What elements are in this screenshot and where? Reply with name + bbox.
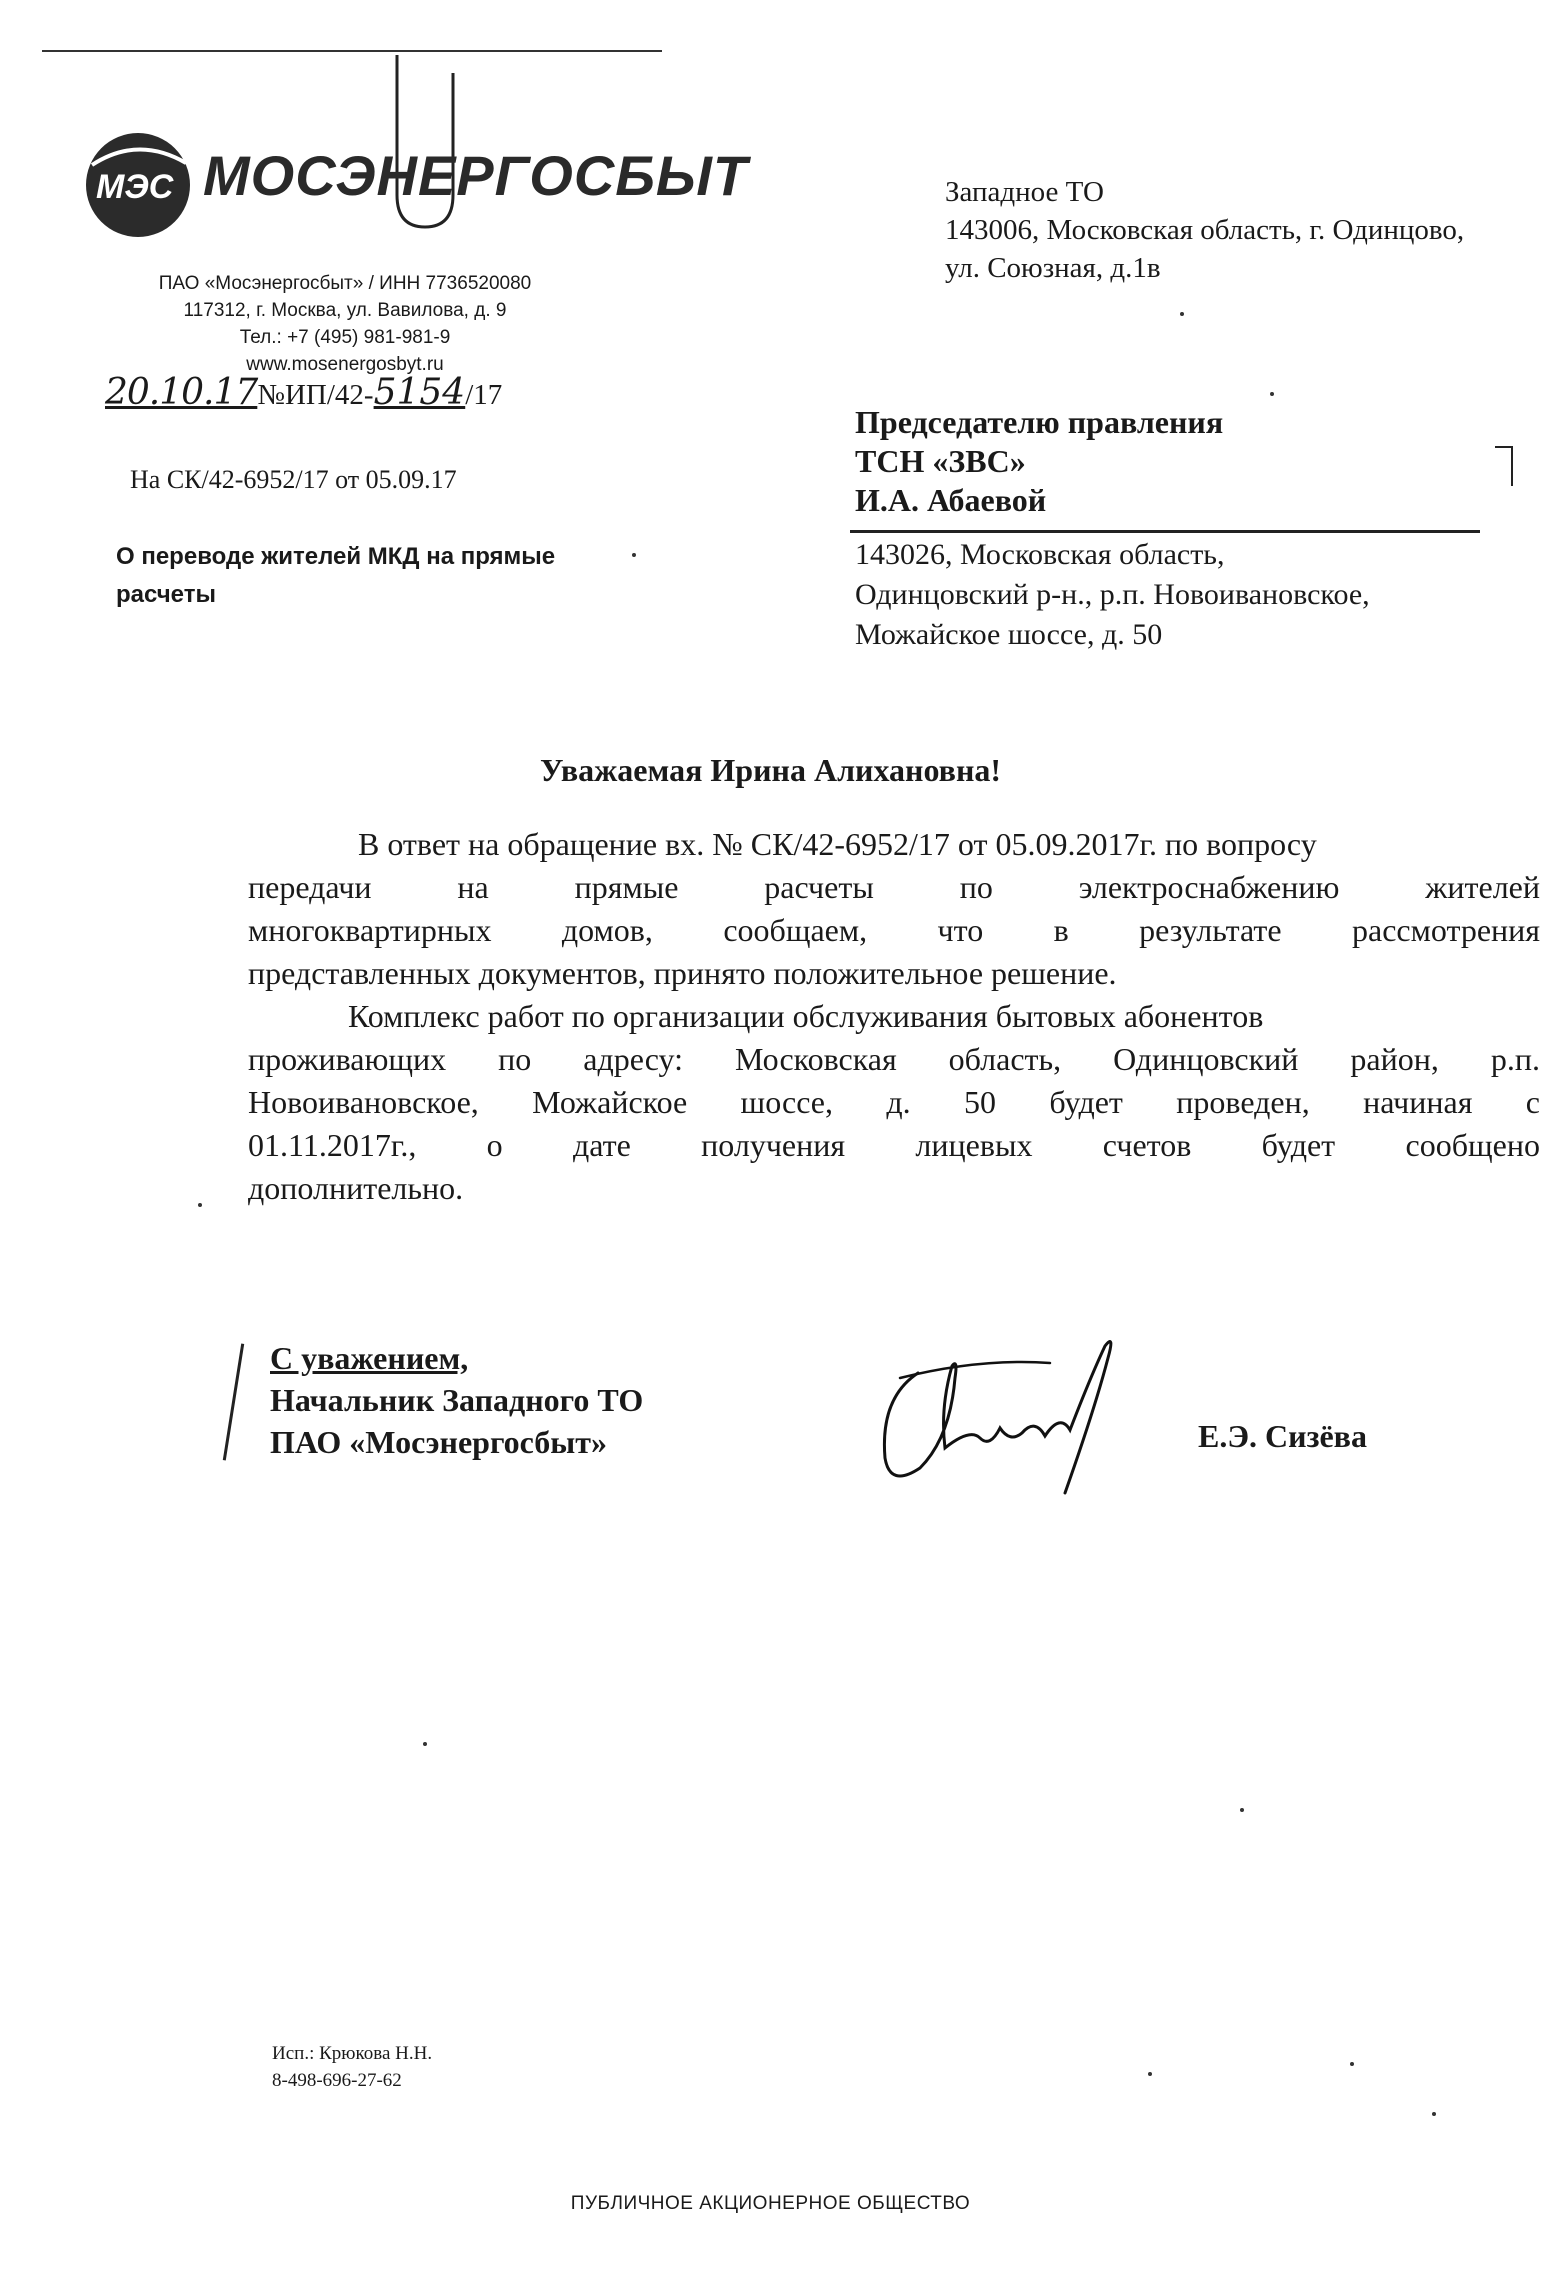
recipient-title [855,403,1223,520]
sender-line: Западное ТО [945,176,1104,208]
body-word: прямые [574,869,679,905]
corner-bracket [1495,446,1513,486]
body-line: В ответ на обращение вх. № СК/42-6952/17 от 05.09.2017г. по вопросу [358,826,1317,862]
body-word: 01.11.2017г., [248,1127,417,1163]
body-word: на [457,869,489,905]
executor-name: Исп.: Крюкова Н.Н. [272,2043,433,2064]
body-word: Можайское [532,1084,688,1120]
body-word: рассмотрения [1352,912,1540,948]
body-word: дате [572,1127,631,1163]
body-word: проживающих [248,1041,447,1077]
body-word: что [937,912,984,948]
body-word: сообщено [1405,1127,1540,1163]
reference-line: На СК/42-6952/17 от 05.09.17 [130,465,457,494]
executor-phone: 8-498-696-27-62 [272,2070,402,2091]
body-word: домов, [561,912,653,948]
body-word: Одинцовский [1113,1041,1299,1077]
body-word: будет [1049,1084,1123,1120]
sender-line: 143006, Московская область, г. Одинцово, [945,214,1465,246]
recipient-line: Председателю правления [855,404,1224,440]
body-word: многоквартирных [248,912,492,948]
body-word: 50 [964,1084,997,1120]
recipient-address-line: 143026, Московская область, [855,538,1225,571]
company-info-line: 117312, г. Москва, ул. Вавилова, д. 9 [183,300,507,321]
scan-speck [198,1203,202,1207]
body-word: с [1525,1084,1540,1120]
body-word: проведен, [1176,1084,1310,1120]
recipient-divider [850,530,1480,533]
scan-speck [1240,1808,1244,1812]
scan-speck [1350,2062,1354,2066]
scan-speck [1270,392,1274,396]
outgoing-number-prefix: №ИП/42- [257,379,374,411]
body-word: область, [948,1041,1062,1077]
sender-line: ул. Союзная, д.1в [945,252,1161,284]
recipient-line: ТСН «ЗВС» [855,443,1026,479]
body-line [248,869,1540,906]
company-info-line: ПАО «Мосэнергосбыт» / ИНН 7736520080 [158,273,532,294]
body-line: Комплекс работ по организации обслуживания бытовых абонентов [348,998,1264,1034]
margin-bar [223,1343,244,1460]
outgoing-date-handwritten: 20.10.17 [105,372,258,413]
handwritten-signature [860,1318,1140,1503]
closing-line: С уважением, [270,1340,469,1376]
scan-speck [1432,2112,1436,2116]
body-word: получения [701,1127,846,1163]
logo-mark-icon [78,125,198,245]
body-word: р.п. [1490,1041,1540,1077]
body-line [248,1084,1540,1121]
outgoing-number-suffix: /17 [465,379,503,411]
executor-info [272,2040,432,2094]
scan-speck [632,553,636,557]
body-line [248,1127,1540,1164]
subject-line: О переводе жителей МКД на прямые [116,543,556,570]
recipient-address-line: Можайское шоссе, д. 50 [855,618,1163,651]
scan-speck [1148,2072,1152,2076]
body-word: передачи [248,869,372,905]
closing-block [270,1337,643,1463]
body-word: шоссе, [740,1084,833,1120]
body-word: расчеты [764,869,874,905]
body-line: дополнительно. [248,1170,464,1206]
closing-line: ПАО «Мосэнергосбыт» [270,1424,607,1460]
body-word: район, [1350,1041,1439,1077]
signatory-name: Е.Э. Сизёва [1198,1418,1367,1454]
body-word: электроснабжению [1078,869,1340,905]
body-word: Новоивановское, [248,1084,479,1120]
company-logo [78,125,749,255]
footer-text: ПУБЛИЧНОЕ АКЦИОНЕРНОЕ ОБЩЕСТВО [570,2193,971,2214]
body-word: в [1053,912,1069,948]
company-info-line: Тел.: +7 (495) 981-981-9 [239,327,451,348]
logo-wordmark: МОСЭНЕРГОСБЫТ [203,144,749,207]
top-rule [42,50,662,52]
body-line: представленных документов, принято положительное решение. [248,955,1117,991]
scan-speck [1180,312,1184,316]
body-word: лицевых [915,1127,1033,1163]
scan-speck [423,1742,427,1746]
body-word: сообщаем, [723,912,868,948]
body-word: результате [1139,912,1282,948]
subject [116,538,656,614]
salutation: Уважаемая Ирина Алихановна! [539,752,1002,788]
company-info [95,270,595,378]
outgoing-number-handwritten: 5154 [373,372,466,413]
body-word: счетов [1102,1127,1192,1163]
body-word: Московская [734,1041,897,1077]
body-word: о [486,1127,503,1163]
body-word: по [959,869,993,905]
outgoing-number [105,372,502,413]
subject-line: расчеты [116,581,216,608]
body-word: д. [886,1084,911,1120]
recipient-address [855,535,1370,655]
body-line [248,912,1540,949]
logo-mark-text: МЭС [96,168,174,206]
sender-address [945,173,1464,287]
body-word: будет [1261,1127,1336,1163]
recipient-line: И.А. Абаевой [855,482,1047,518]
body-word: начиная [1363,1084,1473,1120]
body-line [248,1041,1540,1078]
recipient-address-line: Одинцовский р-н., р.п. Новоивановское, [855,578,1370,611]
body-word: по [498,1041,532,1077]
body-word: жителей [1425,869,1540,905]
company-info-line: www.mosenergosbyt.ru [246,354,444,375]
body-word: адресу: [583,1041,683,1077]
closing-line: Начальник Западного ТО [270,1382,644,1418]
